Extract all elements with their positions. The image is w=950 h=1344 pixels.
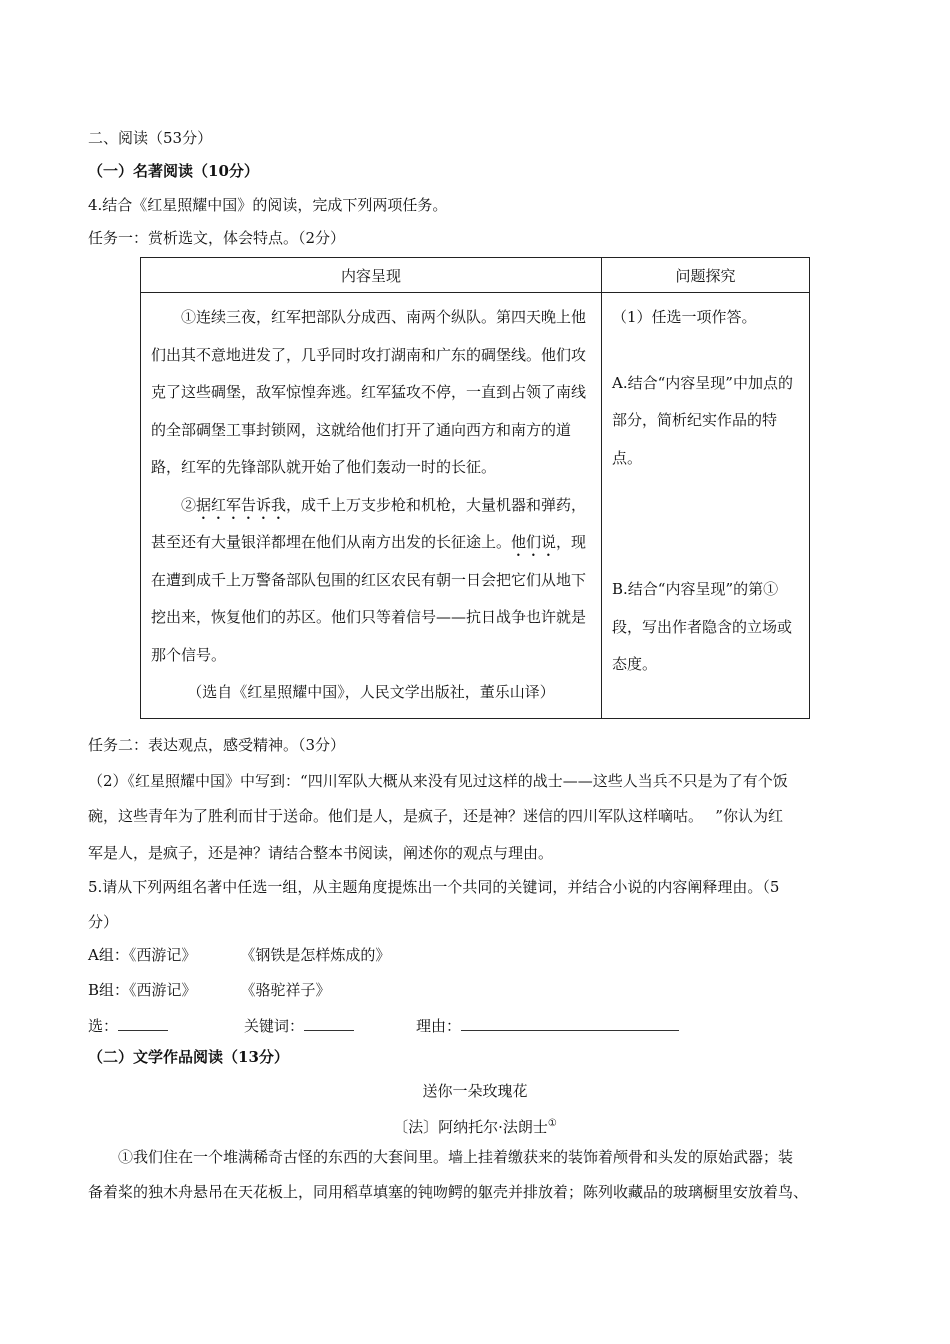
table-header-content: 内容呈现 — [141, 258, 602, 293]
part1-title: （一）名著阅读（10分） — [88, 162, 259, 180]
question-2-line-3: 军是人，是疯子，还是神？请结合整本书阅读，阐述你的观点与理由。 — [88, 844, 554, 862]
question-2-line-1: （2）《红星照耀中国》中写到：“四川军队大概从来没有见过这样的战士——这些人当兵不只是为了有个饭 — [88, 772, 788, 790]
content-source: （选自《红星照耀中国》，人民文学出版社，董乐山译） — [187, 683, 555, 701]
story-line-2: 备着桨的独木舟悬吊在天花板上，同用稻草填塞的钝吻鳄的躯壳并排放着；陈列收藏品的玻璃橱里安放着鸟、 — [88, 1183, 809, 1201]
question-5-line-2: 分） — [88, 913, 119, 931]
reason-label: 理由： — [416, 1017, 462, 1035]
task-table — [140, 257, 810, 719]
group-a-label: A组：《西游记》 — [88, 946, 197, 964]
question-4-intro: 4.结合《红星照耀中国》的阅读，完成下列两项任务。 — [88, 196, 448, 214]
dotted-phrase-2: 他们说 — [511, 533, 557, 551]
content-cell — [141, 293, 602, 719]
choose-label: 选： — [88, 1017, 119, 1035]
group-b — [88, 980, 331, 1000]
section-title: 二、阅读（53分） — [88, 129, 213, 147]
dotted-phrase-1: 据红军告诉我 — [196, 495, 287, 514]
content-paragraph-2 — [151, 487, 591, 675]
keyword-label: 关键词： — [244, 1017, 305, 1035]
story-title: 送你一朵玫瑰花 — [422, 1082, 528, 1100]
question-cell — [602, 293, 810, 719]
question-5-line-1: 5.请从下列两组名著中任选一组，从主题角度提炼出一个共同的关键词，并结合小说的内容阐释理由。（5 — [88, 878, 780, 896]
group-b-label: B组：《西游记》 — [88, 981, 197, 999]
answer-line — [88, 1014, 679, 1036]
choose-blank[interactable] — [118, 1014, 168, 1031]
question-option-b: B.结合“内容呈现”的第①段，写出作者隐含的立场或态度。 — [612, 580, 793, 673]
question-option-a: A.结合“内容呈现”中加点的部分，简析纪实作品的特点。 — [612, 373, 793, 467]
story-line-1: ①我们住在一个堆满稀奇古怪的东西的大套间里。墙上挂着缴获来的装饰着颅骨和头发的原始武器；装 — [118, 1148, 794, 1166]
group-a-book-2: 《钢铁是怎样炼成的》 — [240, 946, 391, 964]
para2-number: ② — [181, 495, 197, 514]
para2-text-2: ，现在遭到成千上万警备部队包围的红区农民有朝一日会把它们从地下挖出来，恢复他们的苏区。他们只等着信号——抗日战争也许就是那个信号。 — [151, 533, 587, 664]
group-a — [88, 945, 390, 965]
question-intro: （1）任选一项作答。 — [612, 308, 757, 326]
task-2-label: 任务二：表达观点，感受精神。（3分） — [88, 736, 346, 754]
part2-title: （二）文学作品阅读（13分） — [88, 1048, 289, 1066]
story-author-name: 〔法〕阿纳托尔·法朗士 — [393, 1118, 548, 1136]
story-author — [0, 1114, 950, 1137]
para2-text-1: ，成千上万支步枪和机枪，大量机器和弹药，甚至还有大量银洋都埋在他们从南方出发的长征途上。 — [151, 495, 587, 551]
keyword-blank[interactable] — [304, 1014, 354, 1031]
table-header-question: 问题探究 — [602, 258, 810, 293]
group-b-book-2: 《骆驼祥子》 — [240, 981, 331, 999]
content-paragraph-1: ①连续三夜，红军把部队分成西、南两个纵队。第四天晚上他们出其不意地进发了，几乎同时攻打湖南和广东的碉堡线。他们攻克了这些碉堡，敌军惊惶奔逃。红军猛攻不停，一直到占领了南线的全部碉堡工事封锁网，这就给他们打开了通向西方和南方的道路，红军的先锋部队就开始了他们轰动一时的长征。 — [151, 308, 587, 476]
story-author-footnote-mark: ① — [547, 1118, 557, 1129]
task-1-label: 任务一：赏析选文，体会特点。（2分） — [88, 229, 346, 247]
reason-blank[interactable] — [461, 1014, 679, 1031]
question-2-line-2: 碗，这些青年为了胜利而甘于送命。他们是人，是疯子，还是神？迷信的四川军队这样嘀咕。 ”你认为红 — [88, 807, 783, 825]
